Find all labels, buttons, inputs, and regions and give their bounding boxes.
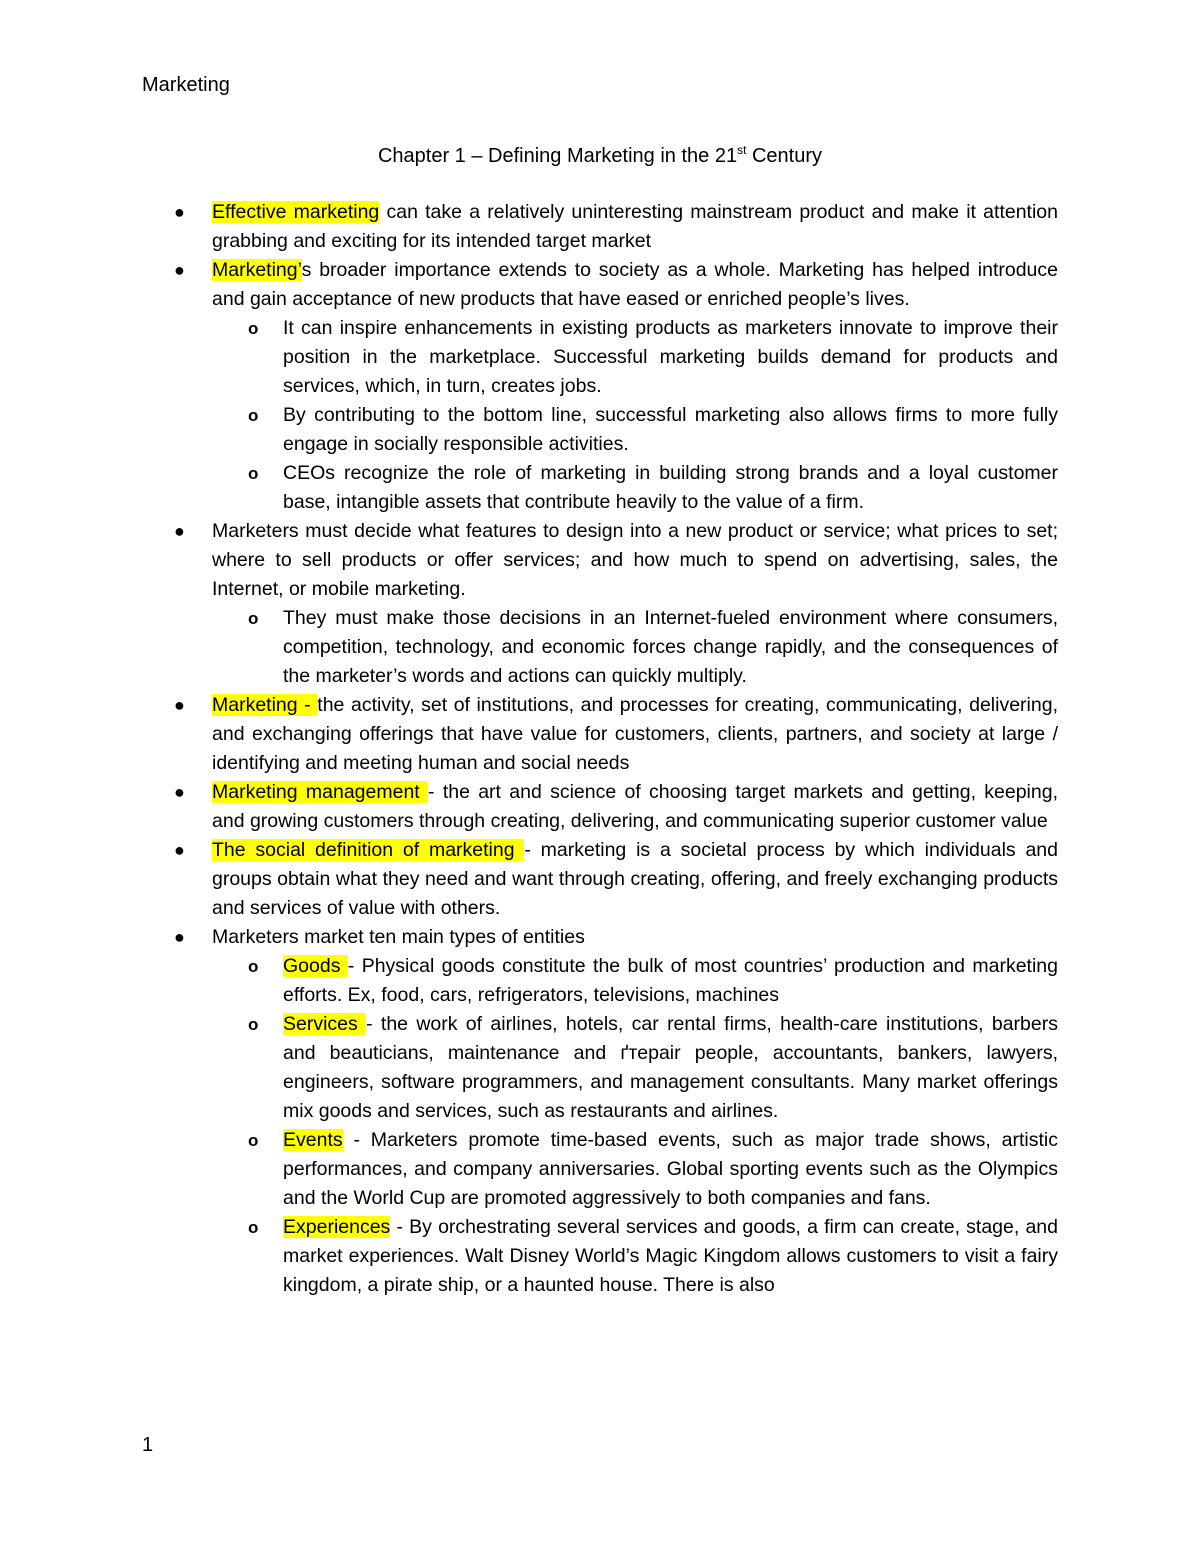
highlighted-term: Marketing’: [212, 259, 302, 281]
item-text: - the art and science of choosing target markets and getting, keeping, and growing customers through creating, delivering, and communicating superior customer value: [212, 781, 1059, 832]
highlighted-term: Goods: [283, 955, 348, 977]
hollow-circle-bullet-icon: o: [248, 406, 259, 425]
hollow-circle-bullet-icon: o: [248, 1218, 259, 1237]
hollow-circle-bullet-icon: o: [248, 957, 259, 976]
list-item: [142, 778, 1058, 836]
item-text: can take a relatively uninteresting mainstream product and make it attention grabbing and exciting for its intended target market: [212, 201, 1058, 252]
item-text: Marketers market ten main types of entities: [212, 926, 585, 948]
sub-list-item: [142, 604, 1058, 691]
highlighted-term: Services: [283, 1013, 367, 1035]
item-text: s broader importance extends to society as a whole. Marketing has helped introduce and gain acceptance of new products that have eased or enriched people’s lives.: [212, 259, 1058, 310]
hollow-circle-bullet-icon: o: [248, 1131, 259, 1150]
item-text: - marketing is a societal process by which individuals and groups obtain what they need and want through creating, offering, and freely exchanging products and services of value with others.: [212, 839, 1059, 919]
item-text: Marketers must decide what features to design into a new product or service; what prices to set; where to sell products or offer services; and how much to spend on advertising, sales, the Internet, or mobile marketing.: [212, 520, 1058, 600]
highlighted-term: Effective marketing: [212, 201, 380, 223]
highlighted-term: The social definition of marketing: [212, 839, 525, 861]
sub-item-text: - Marketers promote time-based events, such as major trade shows, artistic performances, and company anniversaries. Global sporting events such as the Olympics and the World Cup are promoted aggressively to both companies and fans.: [283, 1129, 1058, 1209]
sub-list-item: [142, 1213, 1058, 1300]
bullet-list: [142, 198, 1058, 1300]
notes-body: [142, 198, 1058, 1300]
list-item: [142, 256, 1058, 314]
filled-circle-bullet-icon: ●: [174, 782, 185, 802]
highlighted-term: Marketing management: [212, 781, 429, 803]
hollow-circle-bullet-icon: o: [248, 464, 259, 483]
sub-item-text: CEOs recognize the role of marketing in building strong brands and a loyal customer base, intangible assets that contribute heavily to the value of a firm.: [283, 462, 1058, 513]
sub-item-text: - Physical goods constitute the bulk of most countries’ production and marketing efforts. Ex, food, cars, refrigerators, televisions, machines: [283, 955, 1058, 1006]
filled-circle-bullet-icon: ●: [174, 260, 185, 280]
filled-circle-bullet-icon: ●: [174, 840, 185, 860]
chapter-title-superscript: st: [737, 143, 747, 157]
list-item: [142, 691, 1058, 778]
highlighted-term: Marketing -: [212, 694, 318, 716]
sub-item-text: By contributing to the bottom line, successful marketing also allows firms to more fully engage in socially responsible activities.: [283, 404, 1058, 455]
list-item: [142, 517, 1058, 604]
list-item: [142, 198, 1058, 256]
list-item: [142, 923, 1058, 952]
sub-list-item: [142, 1010, 1058, 1126]
sub-item-text: They must make those decisions in an Internet-fueled environment where consumers, competition, technology, and economic forces change rapidly, and the consequences of the marketer’s words and actions can quickly multiply.: [283, 607, 1058, 687]
item-text: the activity, set of institutions, and processes for creating, communicating, delivering, and exchanging offerings that have value for customers, clients, partners, and society at large / identifying and meeting human and social needs: [212, 694, 1058, 774]
highlighted-term: Experiences: [283, 1216, 391, 1238]
filled-circle-bullet-icon: ●: [174, 927, 185, 947]
sub-item-text: - By orchestrating several services and goods, a firm can create, stage, and market experiences. Walt Disney World’s Magic Kingdom allows customers to visit a fairy kingdom, a pirate ship, or a haunted house. There is also: [283, 1216, 1058, 1296]
filled-circle-bullet-icon: ●: [174, 202, 185, 222]
hollow-circle-bullet-icon: o: [248, 319, 259, 338]
hollow-circle-bullet-icon: o: [248, 1015, 259, 1034]
sub-item-text: - the work of airlines, hotels, car rental firms, health-care institutions, barbers and beauticians, maintenance and ґтepair people, accountants, bankers, lawyers, engineers, software programmers, and management consultants. Many market offerings mix goods and services, such as restaurants and airlines.: [283, 1013, 1058, 1122]
list-item: [142, 836, 1058, 923]
filled-circle-bullet-icon: ●: [174, 521, 185, 541]
sub-item-text: It can inspire enhancements in existing products as marketers innovate to improve their position in the marketplace. Successful marketing builds demand for products and services, which, in turn, creates jobs.: [283, 317, 1058, 397]
filled-circle-bullet-icon: ●: [174, 695, 185, 715]
page-number: 1: [142, 1434, 154, 1456]
chapter-title-tail: Century: [746, 145, 823, 167]
sub-list-item: [142, 952, 1058, 1010]
highlighted-term: Events: [283, 1129, 343, 1151]
chapter-title-main: Chapter 1 – Defining Marketing in the 21: [377, 145, 738, 167]
hollow-circle-bullet-icon: o: [248, 609, 259, 628]
sub-list-item: [142, 1126, 1058, 1213]
sub-list-item: [142, 401, 1058, 459]
sub-list-item: [142, 314, 1058, 401]
chapter-title: [0, 143, 1200, 169]
running-header: Marketing: [142, 74, 230, 96]
sub-list-item: [142, 459, 1058, 517]
